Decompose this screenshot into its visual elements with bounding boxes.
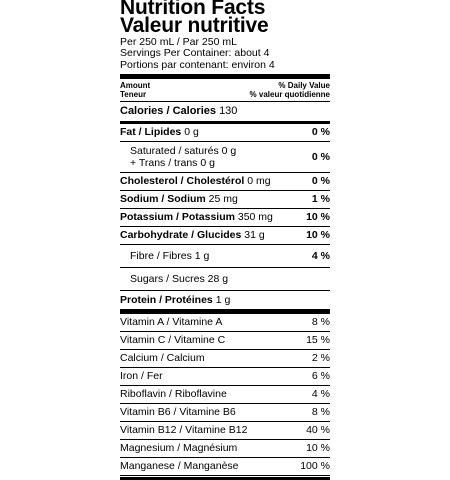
vitamin-dv: 2 % <box>311 352 330 365</box>
fat-row <box>120 124 330 142</box>
fat-amount: 0 g <box>184 126 199 139</box>
vitamin-dv: 15 % <box>306 334 330 347</box>
vitamin-label: Vitamin B12 / Vitamine B12 <box>120 424 248 437</box>
vitamin-dv: 40 % <box>306 424 330 437</box>
carbohydrate-amount: 31 g <box>244 229 265 242</box>
calories-label: Calories / Calories <box>120 105 216 118</box>
nutrition-facts-panel <box>120 0 330 473</box>
vitamin-dv: 8 % <box>311 406 330 419</box>
vitamin-row <box>120 458 330 476</box>
cholesterol-dv: 0 % <box>311 175 330 188</box>
potassium-amount: 350 mg <box>237 211 273 224</box>
servings-per-container-en: Servings Per Container: about 4 <box>120 47 270 60</box>
vitamin-label: Riboflavin / Riboflavine <box>120 388 227 401</box>
cholesterol-amount: 0 mg <box>247 175 271 188</box>
vitamin-row <box>120 332 330 350</box>
vitamin-row <box>120 386 330 404</box>
vitamin-dv: 4 % <box>311 388 330 401</box>
cholesterol-label: Cholesterol / Cholestérol <box>120 175 245 188</box>
saturated-dv: 0 % <box>311 150 330 163</box>
vitamin-list <box>120 314 330 476</box>
column-header-fr <box>120 90 330 101</box>
trans-label: + Trans / trans 0 g <box>130 156 215 169</box>
sodium-row <box>120 191 330 209</box>
sodium-label: Sodium / Sodium <box>120 193 206 206</box>
vitamin-label: Magnesium / Magnésium <box>120 442 238 455</box>
vitamin-row <box>120 440 330 458</box>
calories-value: 130 <box>219 105 238 118</box>
fat-dv: 0 % <box>311 126 330 139</box>
vitamin-row <box>120 404 330 422</box>
carbohydrate-label: Carbohydrate / Glucides <box>120 229 242 242</box>
vitamin-row <box>120 350 330 368</box>
potassium-dv: 10 % <box>306 211 330 224</box>
amount-label-fr: Teneur <box>120 89 147 99</box>
vitamin-dv: 6 % <box>311 370 330 383</box>
sugars-row <box>120 268 330 291</box>
vitamin-label: Calcium / Calcium <box>120 352 205 365</box>
vitamin-row <box>120 314 330 332</box>
cholesterol-row <box>120 173 330 191</box>
vitamin-label: Iron / Fer <box>120 370 163 383</box>
divider-bottom <box>120 477 330 480</box>
vitamin-row <box>120 368 330 386</box>
vitamin-dv: 8 % <box>311 316 330 329</box>
carbohydrate-dv: 10 % <box>306 229 330 242</box>
sodium-amount: 25 mg <box>208 193 238 206</box>
servings-per-container-fr: Portions par contenant: environ 4 <box>120 58 275 71</box>
potassium-row <box>120 209 330 227</box>
vitamin-label: Vitamin B6 / Vitamine B6 <box>120 406 236 419</box>
dv-label: % Daily Value <box>278 80 330 90</box>
vitamin-label: Manganese / Manganèse <box>120 460 239 473</box>
fat-label: Fat / Lipides <box>120 126 182 139</box>
protein-label: Protein / Protéines <box>120 293 213 306</box>
vitamin-dv: 100 % <box>300 460 330 473</box>
carbohydrate-row <box>120 227 330 245</box>
vitamin-label: Vitamin C / Vitamine C <box>120 334 226 347</box>
vitamin-label: Vitamin A / Vitamine A <box>120 316 223 329</box>
title-french: Valeur nutritive <box>120 14 269 37</box>
calories-row <box>120 102 330 124</box>
saturated-trans-row <box>120 142 330 173</box>
dv-label-fr: % valeur quotidienne <box>249 89 330 99</box>
vitamin-row <box>120 422 330 440</box>
vitamin-dv: 10 % <box>306 442 330 455</box>
potassium-label: Potassium / Potassium <box>120 211 235 224</box>
saturated-label: Saturated / saturés 0 g <box>130 144 237 157</box>
sodium-dv: 1 % <box>311 193 330 206</box>
sugars-label: Sugars / Sucres 28 g <box>130 272 229 285</box>
fibre-dv: 4 % <box>311 249 330 262</box>
protein-row <box>120 291 330 314</box>
amount-label: Amount <box>120 80 151 90</box>
title-english: Nutrition Facts <box>120 0 266 19</box>
fibre-label: Fibre / Fibres 1 g <box>130 249 210 262</box>
fibre-row <box>120 245 330 268</box>
column-header <box>120 79 330 90</box>
protein-amount: 1 g <box>215 293 231 306</box>
serving-size: Per 250 mL / Par 250 mL <box>120 36 237 48</box>
